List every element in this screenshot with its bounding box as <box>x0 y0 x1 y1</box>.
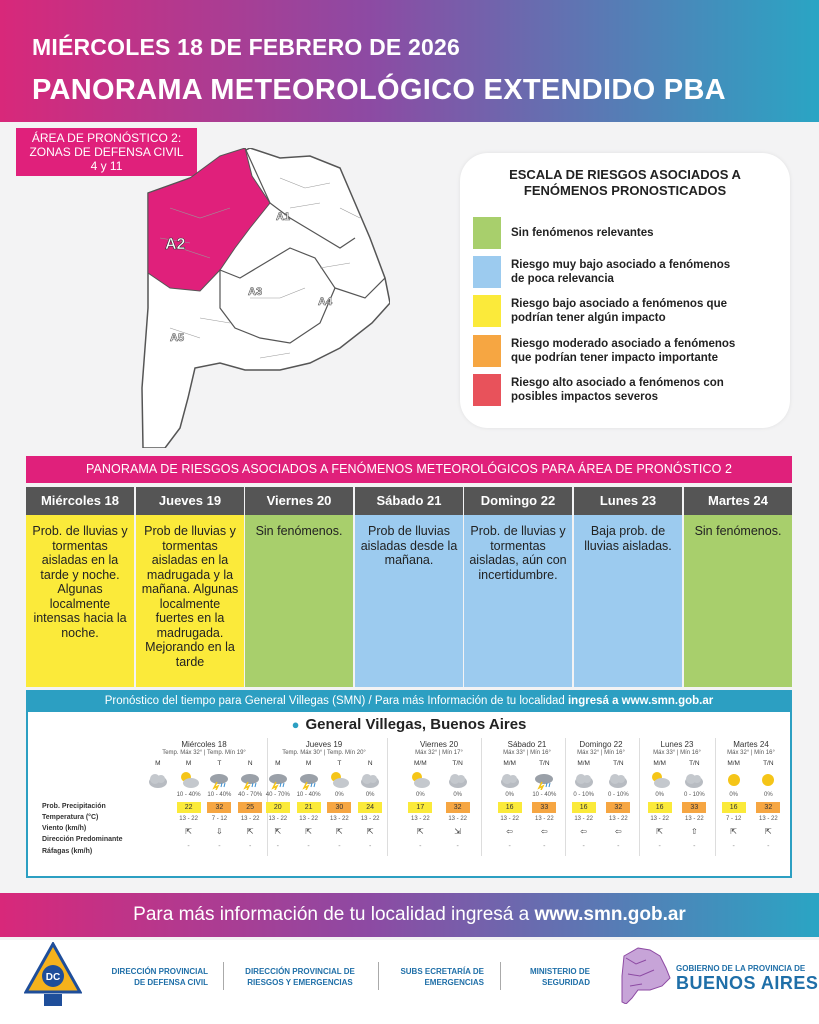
period-label: M/M <box>727 760 740 767</box>
risk-swatch-green <box>473 217 501 249</box>
risk-scale-item <box>473 374 783 406</box>
map-label-a2: A2 <box>165 236 186 253</box>
precip-value: 10 - 40% <box>207 792 232 798</box>
cloud-icon <box>498 770 522 790</box>
wind-direction-icon: ⇱ <box>730 827 737 836</box>
wind-value: 13 - 22 <box>448 816 467 822</box>
forecast-period <box>679 760 709 868</box>
risk-scale-item <box>473 256 783 288</box>
wind-value: 13 - 22 <box>608 816 628 822</box>
map-label-a3: A3 <box>248 286 263 298</box>
forecast-period <box>204 760 234 868</box>
gust-value: - <box>456 843 459 850</box>
wind-direction-icon: ⇱ <box>246 827 254 836</box>
wind-direction-icon: ⇱ <box>336 827 343 836</box>
risk-swatch-orange <box>473 335 501 367</box>
gov-label: GOBIERNO DE LA PROVINCIA DE <box>676 964 806 973</box>
forecast-period <box>645 760 675 868</box>
footer-org-line2: SEGURIDAD <box>541 978 590 987</box>
cloud-icon <box>146 770 170 790</box>
risk-day-column <box>136 487 244 687</box>
risk-day-text: Baja prob. de lluvias aisladas. <box>574 515 682 687</box>
precip-value: 10 - 40% <box>532 792 557 798</box>
temperature-value: 24 <box>358 802 382 813</box>
wind-direction-icon: ⇦ <box>580 827 587 836</box>
precip-value: 0% <box>335 792 344 798</box>
footer-divider <box>500 962 501 990</box>
map-label-a1: A1 <box>276 211 291 223</box>
sun-cloud-icon <box>648 770 672 790</box>
footer-org-ministerio <box>510 966 590 988</box>
period-label: T/N <box>539 760 550 767</box>
precip-value: 40 - 70% <box>265 792 290 798</box>
wind-value: 13 - 22 <box>268 816 288 822</box>
forecast-period <box>603 760 633 868</box>
wind-value: 13 - 22 <box>240 816 260 822</box>
forecast-period <box>495 760 525 868</box>
forecast-period <box>569 760 599 868</box>
risk-day-text: Sin fenómenos. <box>245 515 353 687</box>
forecast-period <box>143 760 173 868</box>
risk-scale-label-line2: que podrían tener impacto importante <box>511 352 719 364</box>
gust-value: - <box>218 843 221 850</box>
risk-scale-card <box>460 153 790 428</box>
risk-day-header: Lunes 23 <box>574 487 682 515</box>
footer-org-line1: SUBS ECRETARÍA DE <box>400 967 484 976</box>
period-label: M <box>305 760 312 767</box>
wind-value: 13 - 22 <box>684 816 704 822</box>
forecast-period <box>405 760 435 868</box>
wind-direction-icon: ⇧ <box>690 827 698 836</box>
forecast-day-temps: Temp. Máx 30° | Temp. Mín 20° <box>282 750 366 756</box>
forecast-day-temps: Máx 32° | Mín 16° <box>727 750 775 756</box>
temperature-value: 17 <box>408 802 432 813</box>
footer-org-riesgos <box>232 966 368 988</box>
wind-direction-icon: ⇱ <box>656 827 663 836</box>
forecast-period <box>324 760 354 868</box>
risk-day-column <box>355 487 463 687</box>
risk-scale-label-line1: Sin fenómenos relevantes <box>511 227 654 239</box>
wind-value: 13 - 22 <box>574 816 593 822</box>
footer-org-line1: DIRECCIÓN PROVINCIAL <box>111 967 208 976</box>
wind-direction-icon: ⇦ <box>540 827 548 836</box>
risk-day-header: Jueves 19 <box>136 487 244 515</box>
risk-swatch-yellow <box>473 295 501 327</box>
risk-day-text: Prob. de lluvias y tormentas aisladas, aún con incertidumbre. <box>464 515 572 687</box>
header-banner <box>0 0 819 122</box>
period-label: T/N <box>452 760 463 767</box>
risk-scale-title <box>460 167 790 199</box>
gust-value: - <box>249 843 252 850</box>
row-label-precip: Prob. Precipitación <box>42 803 106 810</box>
wind-value: 13 - 22 <box>650 816 669 822</box>
storm-icon <box>297 770 321 790</box>
forecast-period <box>263 760 293 868</box>
risk-scale-label <box>511 297 727 325</box>
risk-scale-label <box>511 226 654 240</box>
risk-scale-label-line2: podrían tener algún impacto <box>511 312 666 324</box>
gust-value: - <box>338 843 341 850</box>
smn-forecast-box <box>26 712 792 878</box>
area-label-line2: ZONAS DE DEFENSA CIVIL <box>29 145 184 159</box>
precip-value: 0 - 10% <box>683 792 705 798</box>
risk-scale-title-line1: ESCALA DE RIESGOS ASOCIADOS A <box>509 167 741 182</box>
risk-scale-label-line1: Riesgo muy bajo asociado a fenómenos <box>511 259 731 271</box>
risk-day-text: Prob de lluvias y tormentas aisladas en la madrugada y la mañana. Algunas localmente fuertes en la madrugada. Mejorando en la tarde <box>136 515 244 687</box>
period-label: M <box>155 760 161 767</box>
period-label: M <box>275 760 281 767</box>
wind-value: 13 - 22 <box>179 816 198 822</box>
wind-direction-icon: ⇱ <box>764 827 772 836</box>
footer-org-line2: EMERGENCIAS <box>424 978 484 987</box>
temperature-value: 32 <box>446 802 470 813</box>
temperature-value: 16 <box>648 802 672 813</box>
footer-org-line1: MINISTERIO DE <box>529 967 590 976</box>
forecast-period <box>294 760 324 868</box>
precip-value: 0% <box>763 792 773 798</box>
forecast-day <box>262 740 386 868</box>
sun-cloud-icon <box>177 770 201 790</box>
period-label: M/M <box>414 760 427 767</box>
gust-value: - <box>369 843 372 850</box>
forecast-location <box>28 716 790 733</box>
row-label-direction: Dirección Predominante <box>42 836 123 843</box>
risk-scale-item <box>473 295 783 327</box>
wind-direction-icon: ⇱ <box>305 827 312 836</box>
risk-day-text: Prob. de lluvias y tormentas aisladas en la tarde y noche. Algunas localmente intensas hacia la noche. <box>26 515 134 687</box>
forecast-day-name: Lunes 23 <box>660 740 694 749</box>
temperature-value: 21 <box>297 802 321 813</box>
footer-org-defensa-civil <box>98 966 208 988</box>
wind-value: 13 - 22 <box>330 816 349 822</box>
area-label-line3: 4 y 11 <box>90 159 123 173</box>
row-label-temp: Temperatura (°C) <box>42 814 99 821</box>
risk-day-column <box>574 487 682 687</box>
wind-value: 7 - 12 <box>725 816 742 822</box>
sun-icon <box>756 770 780 790</box>
footer <box>0 940 819 1024</box>
forecast-day <box>142 740 266 868</box>
period-label: N <box>247 760 253 767</box>
wind-direction-icon: ⇲ <box>454 827 461 836</box>
risk-panel-title: PANORAMA DE RIESGOS ASOCIADOS A FENÓMENOS METEOROLÓGICOS PARA ÁREA DE PRONÓSTICO 2 <box>26 456 792 483</box>
area-label-line1: ÁREA DE PRONÓSTICO 2: <box>31 131 182 145</box>
temperature-value: 30 <box>327 802 351 813</box>
forecast-day <box>398 740 480 868</box>
period-label: T/N <box>689 760 700 767</box>
risk-day-column <box>464 487 572 687</box>
forecast-day-divider <box>481 738 482 856</box>
wind-value: 13 - 22 <box>758 816 778 822</box>
wind-value: 7 - 12 <box>211 816 228 822</box>
risk-scale-item <box>473 335 783 367</box>
risk-day-text: Sin fenómenos. <box>684 515 792 687</box>
temperature-value: 20 <box>266 802 290 813</box>
footer-org-line2: RIESGOS Y EMERGENCIAS <box>247 978 353 987</box>
temperature-value: 32 <box>606 802 630 813</box>
risk-scale-label-line1: Riesgo alto asociado a fenómenos con <box>511 377 724 389</box>
period-label: T/N <box>763 760 774 767</box>
precip-value: 10 - 40% <box>296 792 321 798</box>
gust-value: - <box>658 843 661 850</box>
footer-org-subsecretaria <box>388 966 484 988</box>
storm-icon <box>266 770 290 790</box>
period-label: T/N <box>613 760 624 767</box>
wind-value: 13 - 22 <box>299 816 318 822</box>
smn-info-bar <box>26 690 792 712</box>
temperature-value: 16 <box>572 802 596 813</box>
gust-value: - <box>508 843 511 850</box>
row-label-wind: Viento (km/h) <box>42 825 87 832</box>
temperature-value: 16 <box>498 802 522 813</box>
forecast-day-temps: Máx 32° | Mín 16° <box>577 750 625 756</box>
risk-scale-label-line2: de poca relevancia <box>511 273 614 285</box>
forecast-period <box>235 760 265 868</box>
forecast-day <box>714 740 788 868</box>
risk-day-header: Sábado 21 <box>355 487 463 515</box>
gust-value: - <box>693 843 696 850</box>
period-label: M/M <box>653 760 666 767</box>
risk-scale-label <box>511 258 730 286</box>
precip-value: 0% <box>415 792 425 798</box>
gust-value: - <box>767 843 770 850</box>
forecast-day-name: Jueves 19 <box>305 740 343 749</box>
forecast-day-temps: Temp. Máx 32° | Temp. Mín 19° <box>162 750 246 756</box>
temperature-value: 25 <box>238 802 262 813</box>
risk-day-text: Prob de lluvias aisladas desde la mañana. <box>355 515 463 687</box>
risk-swatch-red <box>473 374 501 406</box>
risk-scale-label-line1: Riesgo moderado asociado a fenómenos <box>511 338 736 350</box>
wind-value: 13 - 22 <box>534 816 554 822</box>
map-label-a5: A5 <box>170 332 185 344</box>
gust-value: - <box>276 843 279 850</box>
gust-value: - <box>617 843 620 850</box>
forecast-day <box>490 740 564 868</box>
forecast-day <box>640 740 714 868</box>
cloud-icon <box>606 770 630 790</box>
risk-swatch-blue <box>473 256 501 288</box>
risk-day-column <box>245 487 353 687</box>
forecast-period <box>529 760 559 868</box>
gust-value: - <box>419 843 422 850</box>
risk-day-header: Martes 24 <box>684 487 792 515</box>
cloud-icon <box>572 770 596 790</box>
temperature-value: 32 <box>207 802 231 813</box>
gust-value: - <box>582 843 585 850</box>
gust-value: - <box>732 843 735 850</box>
wind-direction-icon: ⇱ <box>274 827 282 836</box>
period-label: M/M <box>503 760 516 767</box>
storm-icon <box>532 770 556 790</box>
risk-days-grid <box>26 487 792 687</box>
footer-org-line2: DE DEFENSA CIVIL <box>134 978 208 987</box>
forecast-day-divider <box>387 738 388 856</box>
sun-cloud-icon <box>327 770 351 790</box>
temperature-value: 22 <box>177 802 201 813</box>
wind-direction-icon: ⇱ <box>416 827 424 836</box>
temperature-value: 33 <box>532 802 556 813</box>
wind-direction-icon: ⇦ <box>506 827 513 836</box>
sun-icon <box>722 770 746 790</box>
forecast-day-name: Martes 24 <box>733 740 769 749</box>
temperature-value: 33 <box>682 802 706 813</box>
risk-day-column <box>684 487 792 687</box>
precip-value: 10 - 40% <box>176 792 201 798</box>
period-label: M <box>185 760 192 767</box>
forecast-day <box>564 740 638 868</box>
forecast-period <box>719 760 749 868</box>
wind-direction-icon: ⇱ <box>185 827 192 836</box>
risk-scale-title-line2: FENÓMENOS PRONOSTICADOS <box>523 183 727 198</box>
wind-value: 13 - 22 <box>360 816 380 822</box>
wind-value: 13 - 22 <box>410 816 430 822</box>
forecast-day-temps: Máx 32° | Mín 17° <box>415 750 463 756</box>
precip-value: 0% <box>365 792 375 798</box>
forecast-day-name: Viernes 20 <box>419 740 459 749</box>
defensa-civil-logo <box>24 942 82 1008</box>
gust-value: - <box>307 843 310 850</box>
page-date: MIÉRCOLES 18 DE FEBRERO DE 2026 <box>32 34 460 60</box>
forecast-day-temps: Máx 33° | Mín 16° <box>653 750 701 756</box>
temperature-value <box>146 802 170 813</box>
period-label: M/M <box>577 760 590 767</box>
gov-name: BUENOS AIRES <box>676 973 819 993</box>
precip-value: 0% <box>505 792 514 798</box>
risk-scale-label <box>511 376 724 404</box>
precip-value: 0% <box>729 792 738 798</box>
forecast-period <box>753 760 783 868</box>
risk-scale-label-line1: Riesgo bajo asociado a fenómenos que <box>511 298 727 310</box>
forecast-day-name: Domingo 22 <box>579 740 623 749</box>
risk-day-header: Miércoles 18 <box>26 487 134 515</box>
sun-cloud-icon <box>408 770 432 790</box>
footer-divider <box>223 962 224 990</box>
wind-direction-icon: ⇱ <box>366 827 374 836</box>
smn-bar-link[interactable]: ingresá a www.smn.gob.ar <box>567 695 714 707</box>
gust-value: - <box>187 843 190 850</box>
wind-direction-icon: ⇦ <box>614 827 622 836</box>
forecast-day-name: Miércoles 18 <box>181 740 227 749</box>
bottom-info-text: Para más información de tu localidad ingresá a <box>133 904 530 925</box>
smn-bar-text: Pronóstico del tiempo para General Villegas (SMN) / Para más Información de tu localidad <box>104 695 565 707</box>
gust-value: - <box>543 843 546 850</box>
precip-value: 0% <box>655 792 664 798</box>
wind-value: 13 - 22 <box>500 816 519 822</box>
province-map <box>140 148 390 448</box>
cloud-icon <box>682 770 706 790</box>
location-pin-icon: ● <box>291 717 300 732</box>
cloud-icon <box>446 770 470 790</box>
precip-value: 0% <box>453 792 462 798</box>
forecast-period <box>355 760 385 868</box>
precip-value: 0 - 10% <box>607 792 629 798</box>
risk-scale-label <box>511 337 735 365</box>
footer-divider <box>378 962 379 990</box>
temperature-value: 32 <box>756 802 780 813</box>
forecast-day-temps: Máx 33° | Mín 16° <box>503 750 551 756</box>
forecast-day-name: Sábado 21 <box>507 740 547 749</box>
storm-icon <box>207 770 231 790</box>
page-title: PANORAMA METEOROLÓGICO EXTENDIDO PBA <box>32 74 726 106</box>
risk-scale-label-line2: posibles impactos severos <box>511 391 659 403</box>
risk-scale-item <box>473 217 783 249</box>
wind-direction-icon: ⇩ <box>216 827 223 836</box>
bottom-info-bar <box>0 893 819 937</box>
forecast-period <box>174 760 204 868</box>
forecast-location-name: General Villegas, Buenos Aires <box>305 716 527 733</box>
risk-day-header: Domingo 22 <box>464 487 572 515</box>
period-label: T <box>337 760 342 767</box>
dc-logo-text: DC <box>45 972 61 983</box>
footer-org-line1: DIRECCIÓN PROVINCIAL DE <box>245 967 355 976</box>
precip-value: 40 - 70% <box>238 792 263 798</box>
period-label: T <box>217 760 222 767</box>
storm-icon <box>238 770 262 790</box>
bottom-info-link[interactable]: www.smn.gob.ar <box>534 904 686 925</box>
buenos-aires-province-icon <box>620 946 672 1004</box>
temperature-value: 16 <box>722 802 746 813</box>
risk-day-column <box>26 487 134 687</box>
map-label-a4: A4 <box>318 296 333 308</box>
forecast-period <box>443 760 473 868</box>
row-label-gusts: Ráfagas (km/h) <box>42 848 93 855</box>
risk-day-header: Viernes 20 <box>245 487 353 515</box>
cloud-icon <box>358 770 382 790</box>
precip-value: 0 - 10% <box>573 792 594 798</box>
period-label: N <box>367 760 373 767</box>
